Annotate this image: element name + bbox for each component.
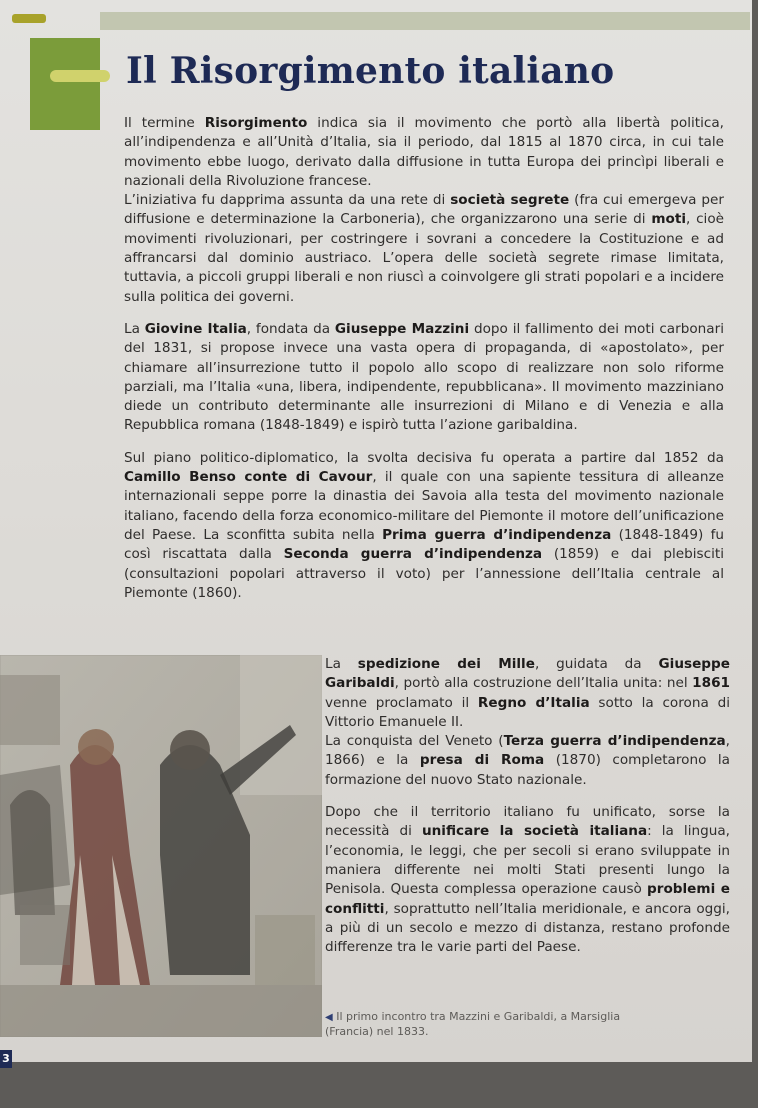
paragraph-1: Il termine Risorgimento indica sia il movimento che portò alla libertà politica, all’indipendenza e all’Unità d’Italia, sia il periodo, dal 1815 al 1870 circa, in cui tale movimento ebbe luogo, derivato dalla diffusione in tutta Europa dei princìpi liberali e nazionali della Rivoluzione francese.: [124, 115, 725, 189]
header-tab: [12, 14, 46, 23]
paragraph-7: Dopo che il territorio italiano fu unificato, sorse la necessità di unificare la società italiana: la lingua, l’economia, le leggi, che per secoli si erano sviluppate in maniera differente nei molti Stati presenti lungo la Penisola. Questa complessa operazione causò problemi e conflitti, soprattutto nell’Italia meridionale, e ancora oggi, a più di un secolo e mezzo di distanza, restano profonde differenze tra le varie parti del Paese.: [325, 804, 731, 956]
paragraph-6: La conquista del Veneto (Terza guerra d’indipendenza, 1866) e la presa di Roma (1870) completarono la formazione del nuovo Stato nazionale.: [325, 733, 731, 788]
paragraph-2: L’iniziativa fu dapprima assunta da una rete di società segrete (fra cui emergeva per diffusione e determinazione la Carboneria), che organizzarono una serie di moti, cioè movimenti rivoluzionari, per costringere i sovrani a concedere la Costituzione e ad affrancarsi dal dominio austriaco. L’opera delle società segrete rimase limitata, tuttavia, a piccoli gruppi liberali e non riuscì a coinvolgere gli strati popolari e a incidere sulla politica dei governi.: [124, 192, 725, 305]
title-accent-bar: [50, 70, 110, 82]
header-band: [100, 12, 750, 30]
paragraph-3: La Giovine Italia, fondata da Giuseppe Mazzini dopo il fallimento dei moti carbonari del 1831, si propose invece una vasta opera di propaganda, di «apostolato», per chiamare all’insurrezione tutto il popolo allo scopo di realizzare non solo riforme parziali, ma l’Italia «una, libera, indipendente, repubblicana». Il movimento mazziniano diede un contributo determinante alle insurrezioni di Milano e di Venezia e alla Repubblica romana (1848-1849) e ispirò tutta l’azione garibaldina.: [124, 320, 724, 434]
figure-caption: ◀ Il primo incontro tra Mazzini e Garibaldi, a Marsiglia (Francia) nel 1833.: [325, 1010, 621, 1038]
main-text: [124, 114, 724, 603]
right-column-text: [325, 655, 730, 957]
paragraph-5: La spedizione dei Mille, guidata da Giuseppe Garibaldi, portò alla costruzione dell’Italia unita: nel 1861 venne proclamato il Regno d’Italia sotto la corona di Vittorio Emanuele II.: [325, 656, 730, 730]
engraving-illustration: [0, 655, 322, 1037]
paragraph-4: Sul piano politico-diplomatico, la svolta decisiva fu operata a partire dal 1852 da Camillo Benso conte di Cavour, il quale con una sapiente tessitura di alleanze internazionali seppe porre la dinastia dei Savoia alla testa del movimento nazionale italiano, facendo della forza economico-militare del Piemonte il motore dell’unificazione del Paese. La sconfitta subita nella Prima guerra d’indipendenza (1848-1849) fu così riscattata dalla Seconda guerra d’indipendenza (1859) e dai plebisciti (consultazioni popolari attraverso il voto) per l’annessione dell’Italia centrale al Piemonte (1860).: [124, 449, 724, 601]
page-title: Il Risorgimento italiano: [126, 50, 615, 92]
caption-arrow-icon: ◀: [325, 1012, 333, 1023]
chapter-marker: [30, 38, 100, 130]
page-number: 3: [0, 1050, 12, 1068]
illustration-mazzini-garibaldi: [0, 655, 322, 1037]
